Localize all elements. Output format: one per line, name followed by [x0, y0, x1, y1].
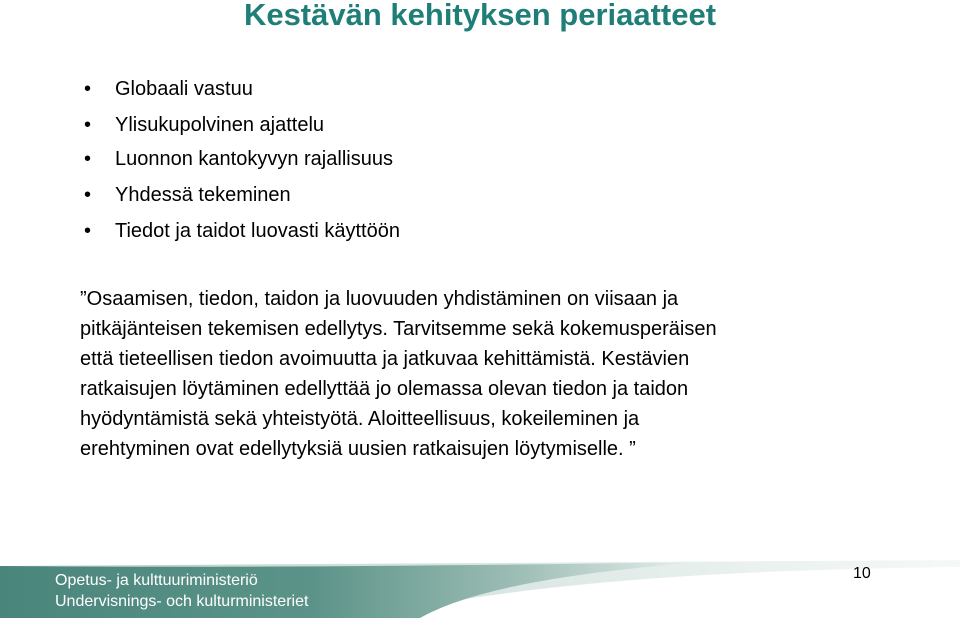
bullet-text: Ylisukupolvinen ajattelu: [115, 114, 325, 136]
quote-line: erehtyminen ovat edellytyksiä uusien ratkaisujen löytymiselle. ”: [80, 438, 636, 460]
ministry-name-sv: Undervisnings- och kulturministeriet: [55, 593, 309, 610]
quote-line: että tieteellisen tiedon avoimuutta ja jatkuvaa kehittämistä. Kestävien: [80, 348, 690, 370]
slide-title: Kestävän kehityksen periaatteet: [243, 0, 717, 32]
quote-line: hyödyntämistä sekä yhteistyötä. Aloitteellisuus, kokeileminen ja: [80, 408, 640, 430]
ministry-name-fi: Opetus- ja kulttuuriministeriö: [55, 572, 258, 589]
bullet-text: Globaali vastuu: [115, 78, 253, 100]
bullet-text: Tiedot ja taidot luovasti käyttöön: [115, 220, 400, 242]
bullet-marker: •: [84, 78, 92, 100]
bullet-marker: •: [84, 114, 92, 136]
bullet-text: Yhdessä tekeminen: [115, 184, 291, 206]
bullet-marker: •: [84, 220, 92, 242]
quote-line: pitkäjänteisen tekemisen edellytys. Tarvitsemme sekä kokemusperäisen: [80, 318, 717, 340]
quote-line: ”Osaamisen, tiedon, taidon ja luovuuden yhdistäminen on viisaan ja: [80, 288, 679, 310]
quote-line: ratkaisujen löytäminen edellyttää jo olemassa olevan tiedon ja taidon: [80, 378, 689, 400]
page-number: 10: [853, 565, 871, 582]
bullet-marker: •: [84, 184, 92, 206]
bullet-marker: •: [84, 148, 92, 170]
bullet-text: Luonnon kantokyvyn rajallisuus: [115, 148, 393, 170]
